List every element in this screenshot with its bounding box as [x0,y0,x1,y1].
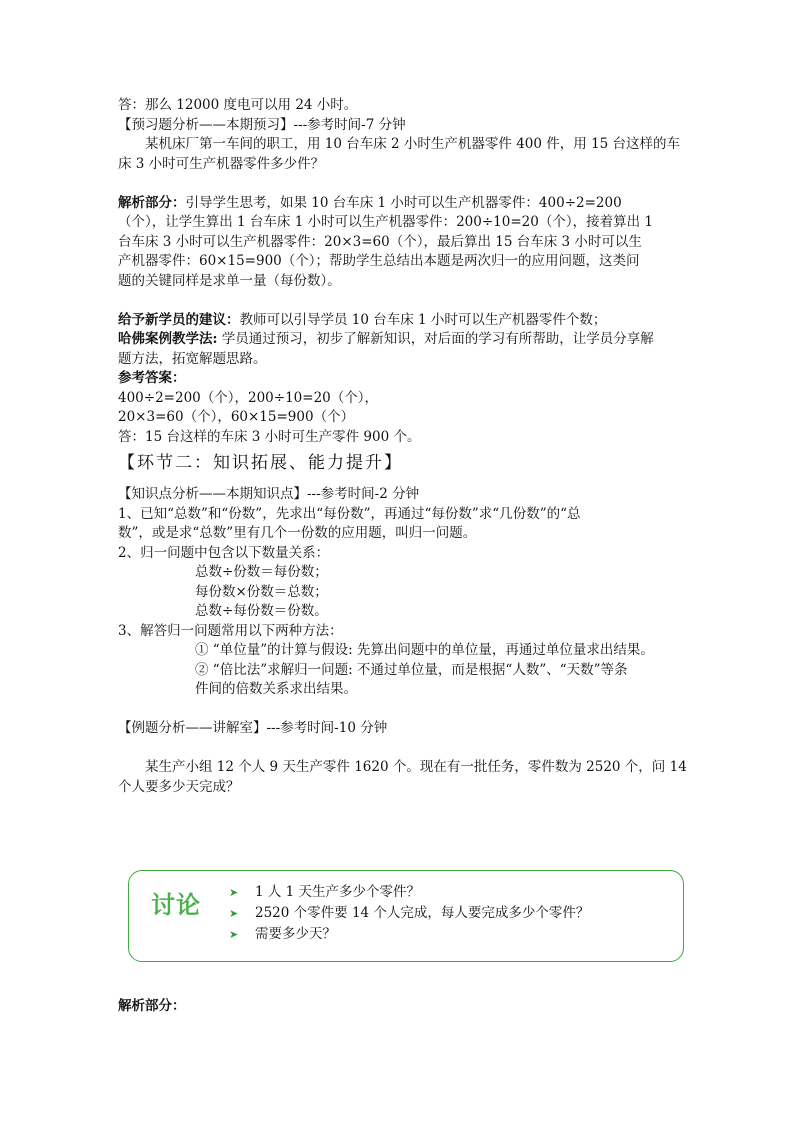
formula-3: 总数÷每份数＝份数。 [195,603,328,619]
reference-answer-label: 参考答案： [118,370,186,386]
section-heading: 【环节二：知识拓展、能力提升】 [118,453,403,473]
formula-1: 总数÷份数＝每份数； [195,564,328,580]
preview-heading: 【预习题分析——本期预习】---参考时间-7 分钟 [118,116,406,133]
analysis-text-3: 台车床 3 小时可以生产机器零件：20×3=60（个），最后算出 15 台车床 3 小时可以生 [118,233,642,250]
method-2: ② “倍比法”求解归一问题: 不通过单位量，而是根据“人数”、“天数”等条 [195,661,628,678]
discussion-list [229,882,589,945]
reference-answer-3: 答：15 台这样的车床 3 小时可生产零件 900 个。 [118,428,421,445]
document-body [118,96,688,797]
analysis-text-4: 产机器零件：60×15=900（个）；帮助学生总结出本题是两次归一的应用问题，这类问 [118,253,640,269]
discussion-item [229,903,589,924]
harvard-text-2: 题方法，拓宽解题思路。 [118,350,267,367]
harvard-paragraph [118,330,688,350]
advice-label: 给予新学员的建议： [118,311,240,328]
analysis-label: 解析部分： [118,194,186,211]
harvard-label: 哈佛案例教学法: [118,331,218,347]
knowledge-point-3: 3、解答归一问题常用以下两种方法： [118,622,343,639]
arrow-right-icon: ➤ [229,907,239,920]
arrow-right-icon: ➤ [229,886,239,899]
answer-line: 答：那么 12000 度电可以用 24 小时。 [118,97,358,113]
discussion-item-text: 1 人 1 天生产多少个零件？ [255,884,421,900]
example-problem: 某生产小组 12 个人 9 天生产零件 1620 个。现在有一批任务，零件数为 2520 个，问 14 [145,759,687,775]
method-2-cont: 件间的倍数关系求出结果。 [195,681,357,697]
discussion-item [229,924,589,945]
formula-2: 每份数×份数＝总数； [195,583,328,600]
harvard-text: 学员通过预习，初步了解新知识，对后面的学习有所帮助，让学员分享解 [217,331,654,347]
analysis-text: 引导学生思考，如果 10 台车床 1 小时可以生产机器零件：400÷2=200 [185,194,622,211]
method-1: ① “单位量”的计算与假设: 先算出问题中的单位量，再通过单位量求出结果。 [195,642,654,658]
discussion-logo: 讨论 [151,891,201,919]
example-problem-cont: 个人要多少天完成？ [118,778,240,795]
discussion-item [229,882,589,903]
knowledge-point-2: 2、归一问题中包含以下数量关系： [118,544,330,561]
analysis-text-2: （个），让学生算出 1 台车床 1 小时可以生产机器零件：200÷10=20（个），接着算出 1 [118,214,653,230]
advice-paragraph [118,311,688,331]
arrow-right-icon: ➤ [229,928,239,941]
problem-text: 某机床厂第一车间的职工，用 10 台车床 2 小时生产机器零件 400 件，用 15 台这样的车 [145,136,681,152]
discussion-item-text: 需要多少天？ [255,926,336,942]
analysis-label-final: 解析部分： [118,998,186,1014]
problem-text-cont: 床 3 小时可生产机器零件多少件？ [118,155,325,172]
example-heading: 【例题分析——讲解室】---参考时间-10 分钟 [118,720,388,736]
reference-answer-1: 400÷2=200（个），200÷10=20（个）， [118,389,378,406]
reference-answer-2: 20×3=60（个），60×15=900（个） [118,409,355,425]
discussion-item-text: 2520 个零件要 14 个人完成，每人要完成多少个零件？ [255,905,590,921]
analysis-text-5: 题的关键同样是求单一量（每份数）。 [118,272,341,289]
knowledge-point-1: 1、已知“总数”和“份数”，先求出“每份数”，再通过“每份数”求“几份数”的“总 [118,505,581,522]
knowledge-heading: 【知识点分析——本期知识点】---参考时间-2 分钟 [118,486,420,502]
advice-text: 教师可以引导学员 10 台车床 1 小时可以生产机器零件个数； [239,311,607,328]
discussion-box [128,870,684,962]
analysis-paragraph [118,194,688,214]
knowledge-point-1-cont: 数”，或是求“总数”里有几个一份数的应用题，叫归一问题。 [118,525,477,541]
